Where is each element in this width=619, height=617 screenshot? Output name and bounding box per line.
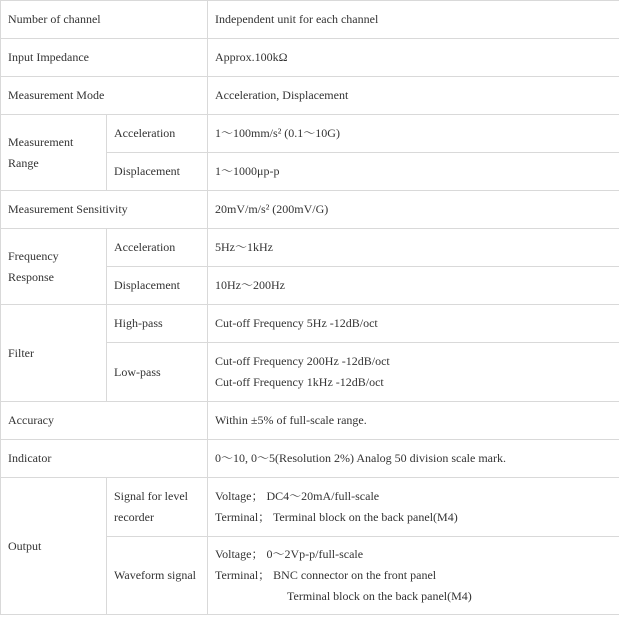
filter-highpass-label: High-pass	[107, 305, 208, 343]
filter-lowpass-value	[208, 343, 619, 402]
table-row-accuracy	[1, 402, 619, 440]
frequency-displacement-value: 10Hz～200Hz	[208, 267, 619, 305]
frequency-acceleration-value: 5Hz～1kHz	[208, 229, 619, 267]
frequency-acceleration-label: Acceleration	[107, 229, 208, 267]
output-level-value-line1: Voltage； DC4～20mA/full-scale	[215, 489, 380, 503]
range-label-line2: Range	[8, 155, 39, 170]
accuracy-value: Within ±5% of full-scale range.	[208, 402, 619, 440]
output-level-label-line1: Signal for level	[114, 489, 188, 503]
sensitivity-value: 20mV/m/s² (200mV/G)	[208, 191, 619, 229]
table-row-impedance	[1, 39, 619, 77]
mode-value: Acceleration, Displacement	[208, 77, 619, 115]
mode-label: Measurement Mode	[1, 77, 208, 115]
indicator-value: 0～10, 0～5(Resolution 2%) Analog 50 division scale mark.	[208, 440, 619, 478]
table-row-frequency-acceleration	[1, 229, 619, 267]
output-waveform-value-line2: Terminal； BNC connector on the front panel	[215, 568, 437, 582]
table-row-output-level	[1, 478, 619, 537]
table-row-channel	[1, 1, 619, 39]
table-row-mode	[1, 77, 619, 115]
output-level-value	[208, 478, 619, 537]
frequency-label-line2: Response	[8, 269, 54, 284]
output-label: Output	[1, 478, 107, 615]
range-displacement-value: 1～1000μp-p	[208, 153, 619, 191]
filter-lowpass-value-line2: Cut-off Frequency 1kHz -12dB/oct	[215, 375, 384, 389]
range-label-line1: Measurement	[8, 134, 74, 149]
accuracy-label: Accuracy	[1, 402, 208, 440]
channel-label: Number of channel	[1, 1, 208, 39]
frequency-displacement-label: Displacement	[107, 267, 208, 305]
range-group-label	[1, 115, 107, 191]
channel-value: Independent unit for each channel	[208, 1, 619, 39]
frequency-group-label	[1, 229, 107, 305]
frequency-label-line1: Frequency	[8, 248, 59, 263]
range-acceleration-label: Acceleration	[107, 115, 208, 153]
table-row-range-acceleration	[1, 115, 619, 153]
filter-label: Filter	[1, 305, 107, 402]
impedance-value: Approx.100kΩ	[208, 39, 619, 77]
table-row-indicator	[1, 440, 619, 478]
table-row-filter-highpass	[1, 305, 619, 343]
output-waveform-value	[208, 537, 619, 615]
sensitivity-label: Measurement Sensitivity	[1, 191, 208, 229]
indicator-label: Indicator	[1, 440, 208, 478]
filter-lowpass-label: Low-pass	[107, 343, 208, 402]
table-row-sensitivity	[1, 191, 619, 229]
output-level-value-line2: Terminal； Terminal block on the back panel(M4)	[215, 510, 458, 524]
filter-lowpass-value-line1: Cut-off Frequency 200Hz -12dB/oct	[215, 354, 390, 368]
range-displacement-label: Displacement	[107, 153, 208, 191]
filter-highpass-value: Cut-off Frequency 5Hz -12dB/oct	[208, 305, 619, 343]
range-acceleration-value: 1～100mm/s² (0.1～10G)	[208, 115, 619, 153]
output-waveform-value-line1: Voltage； 0～2Vp-p/full-scale	[215, 547, 364, 561]
impedance-label: Input Impedance	[1, 39, 208, 77]
output-level-label	[107, 478, 208, 537]
output-waveform-value-line3: Terminal block on the back panel(M4)	[287, 589, 472, 603]
output-level-label-line2: recorder	[114, 510, 154, 524]
output-waveform-label: Waveform signal	[107, 537, 208, 615]
